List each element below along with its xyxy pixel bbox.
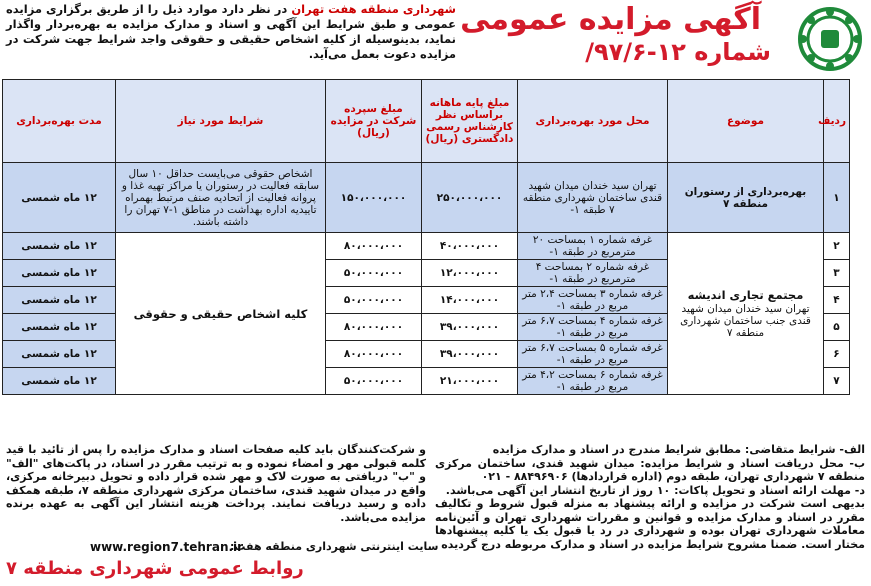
row-duration: ۱۲ ماه شمسی bbox=[3, 233, 116, 260]
row-deposit: ۸۰،۰۰۰،۰۰۰ bbox=[326, 341, 422, 368]
row-base-price: ۲۵۰،۰۰۰،۰۰۰ bbox=[422, 163, 518, 233]
row-location: غرفه شماره ۴ بمساحت ۶،۷ متر مربع در طبقه ۱- bbox=[518, 314, 668, 341]
row-location: غرفه شماره ۱ بمساحت ۲۰ مترمربع در طبقه ۱- bbox=[518, 233, 668, 260]
row-number: ۱ bbox=[824, 163, 850, 233]
row-duration: ۱۲ ماه شمسی bbox=[3, 314, 116, 341]
row-location: غرفه شماره ۳ بمساحت ۲،۴ متر مربع در طبقه ۱- bbox=[518, 287, 668, 314]
row-duration: ۱۲ ماه شمسی bbox=[3, 341, 116, 368]
website-label: سایت اینترنتی شهرداری منطقه هفت: bbox=[230, 540, 439, 553]
row-number: ۵ bbox=[824, 314, 850, 341]
group-conditions: کلیه اشخاص حقیقی و حقوقی bbox=[116, 233, 326, 395]
footer-left-text: و شرکت‌کنندگان باید کلیه صفحات اسناد و مدارک مزایده را پس از تائید با قید کلمه قبولی مهر و امضاء نموده و به ترتیب مقرر در اسناد، در پاکت‌های "الف" و "ب" دریافتی به صورت لاک و مهر شده قرار داده و تحویل دبیرخانه مرکزی، واقع در میدان شهید قندی، ساختمان مرکزی شهرداری منطقه ۷، طبقه همکف داده و رسید دریافت نمایند. پرداخت هزینه انتشار این آگهی به عهده برنده مزایده می‌باشد. bbox=[6, 443, 427, 524]
row-conditions: اشخاص حقوقی می‌بایست حداقل ۱۰ سال سابقه فعالیت در رستوران یا مراکز تهیه غذا و پروانه فعالیت از اتحادیه صنف مرتبط بهمراه تاییدیه اداره بهداشت در مناطق ۱-۷ تهران را داشته باشند. bbox=[116, 163, 326, 233]
row-deposit: ۵۰،۰۰۰،۰۰۰ bbox=[326, 260, 422, 287]
header-duration: مدت بهره‌برداری bbox=[3, 80, 116, 163]
row-duration: ۱۲ ماه شمسی bbox=[3, 260, 116, 287]
row-base-price: ۳۹،۰۰۰،۰۰۰ bbox=[422, 314, 518, 341]
footer-item-c: د- مهلت ارائه اسناد و تحویل پاکات: ۱۰ روز از تاریخ انتشار این آگهی می‌باشد. bbox=[445, 483, 865, 497]
row-number: ۴ bbox=[824, 287, 850, 314]
intro-org: شهرداری منطقه هفت تهران bbox=[291, 2, 456, 16]
group-subject bbox=[668, 233, 824, 395]
row-location: غرفه شماره ۶ بمساحت ۴،۲ متر مربع در طبقه ۱- bbox=[518, 368, 668, 395]
row-location: غرفه شماره ۲ بمساحت ۴ مترمربع در طبقه ۱- bbox=[518, 260, 668, 287]
row-duration: ۱۲ ماه شمسی bbox=[3, 368, 116, 395]
header bbox=[0, 0, 871, 78]
row-location: تهران سید خندان میدان شهید قندی ساختمان شهرداری منطقه ۷ طبقه ۱- bbox=[518, 163, 668, 233]
intro-text: در نظر دارد موارد ذیل را از طریق برگزاری مزایده عمومی و طبق شرایط این آگهی و اسناد و مدارک مزایده به بهره‌بردار واگذار نماید، بدینوسیله از کلیه اشخاص حقیقی و حقوقی واجد شرایط جهت شرکت در مزایده دعوت بعمل می‌آید. bbox=[6, 2, 456, 61]
row-duration: ۱۲ ماه شمسی bbox=[3, 287, 116, 314]
row-base-price: ۱۲،۰۰۰،۰۰۰ bbox=[422, 260, 518, 287]
footer-item-b: ب- محل دریافت اسناد و شرایط مزایده: میدان شهید قندی، ساختمان مرکزی منطقه ۷ شهرداری تهران، طبقه دوم (اداره قراردادها) ۸۸۴۹۶۹۰۶ - ۰۲۱ bbox=[435, 456, 865, 483]
footer-item-a: الف- شرایط متقاضی: مطابق شرایط مندرج در اسناد و مدارک مزایده bbox=[492, 443, 865, 456]
row-base-price: ۳۹،۰۰۰،۰۰۰ bbox=[422, 341, 518, 368]
footer-item-d: بدیهی است شرکت در مزایده و ارائه پیشنهاد به منزله قبول شروط و تکالیف مقرر در اسناد و مدارک مزایده و قوانین و مقررات شهرداری تهران و آئین‌نامه معاملات شهرداری تهران بوده و شهرداری در رد یا قبول یک یا کلیه پیشنهادها مختار است. ضمنا مشروح شرایط مزایده در اسناد و مدارک مربوطه درج گردیده bbox=[435, 497, 865, 551]
row-deposit: ۸۰،۰۰۰،۰۰۰ bbox=[326, 233, 422, 260]
header-deposit: مبلغ سپرده شرکت در مزایده (ریال) bbox=[326, 80, 422, 163]
public-relations-signature: روابط عمومی شهرداری منطقه ۷ bbox=[6, 558, 304, 579]
row-base-price: ۱۴،۰۰۰،۰۰۰ bbox=[422, 287, 518, 314]
notice-number: شماره ۱۲-۹۷/۶/ bbox=[585, 38, 771, 66]
row-number: ۳ bbox=[824, 260, 850, 287]
group-subject-text: تهران سید خندان میدان شهید قندی جنب ساختمان شهرداری منطقه ۷ bbox=[680, 302, 811, 339]
row-duration: ۱۲ ماه شمسی bbox=[3, 163, 116, 233]
municipality-logo-icon bbox=[797, 6, 863, 72]
table-header-row bbox=[3, 80, 850, 163]
tender-table bbox=[2, 79, 850, 395]
table-row bbox=[3, 163, 850, 233]
row-number: ۶ bbox=[824, 341, 850, 368]
row-deposit: ۸۰،۰۰۰،۰۰۰ bbox=[326, 314, 422, 341]
website-link[interactable]: www.region7.tehran.ir bbox=[90, 540, 244, 554]
header-conditions: شرایط مورد نیاز bbox=[116, 80, 326, 163]
row-subject: بهره‌برداری از رستوران منطقه ۷ bbox=[668, 163, 824, 233]
row-base-price: ۴۰،۰۰۰،۰۰۰ bbox=[422, 233, 518, 260]
table-row bbox=[3, 233, 850, 260]
row-deposit: ۵۰،۰۰۰،۰۰۰ bbox=[326, 287, 422, 314]
header-row-number: ردیف bbox=[824, 80, 850, 163]
group-subject-title: مجتمع تجاری اندیشه bbox=[687, 287, 804, 302]
header-base-price: مبلغ پایه ماهانه براساس نظر کارشناس رسمی دادگستری (ریال) bbox=[422, 80, 518, 163]
row-location: غرفه شماره ۵ بمساحت ۶،۷ متر مربع در طبقه ۱- bbox=[518, 341, 668, 368]
row-number: ۲ bbox=[824, 233, 850, 260]
intro-paragraph bbox=[6, 2, 456, 62]
row-number: ۷ bbox=[824, 368, 850, 395]
row-deposit: ۱۵۰،۰۰۰،۰۰۰ bbox=[326, 163, 422, 233]
page-title: آگهی مزایده عمومی bbox=[460, 2, 761, 37]
footer-conditions bbox=[435, 443, 865, 551]
row-base-price: ۲۱،۰۰۰،۰۰۰ bbox=[422, 368, 518, 395]
header-subject: موضوع bbox=[668, 80, 824, 163]
header-location: محل مورد بهره‌برداری bbox=[518, 80, 668, 163]
row-deposit: ۵۰،۰۰۰،۰۰۰ bbox=[326, 368, 422, 395]
